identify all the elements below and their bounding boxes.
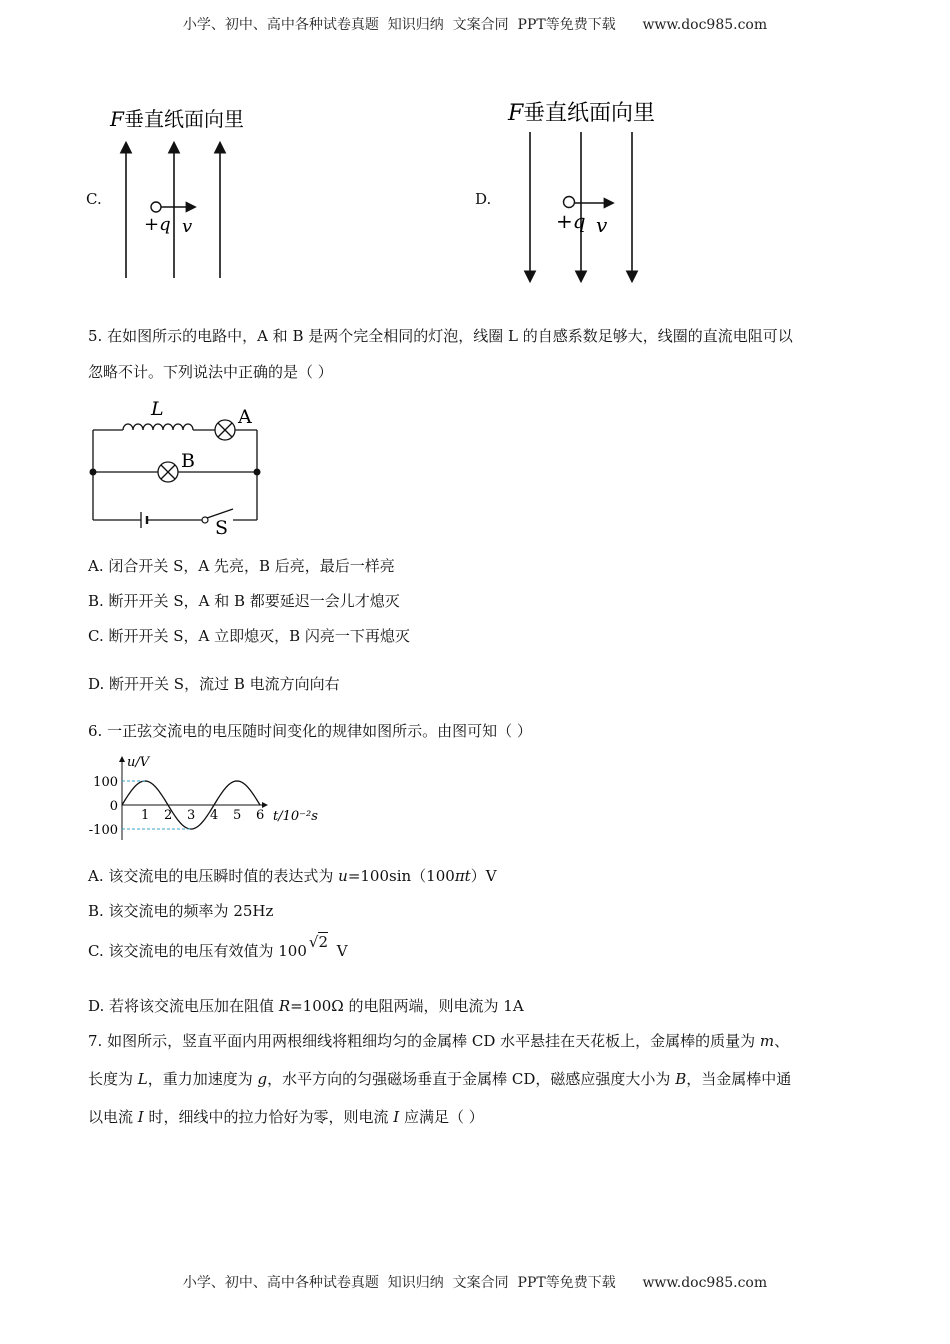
q7-length-var: L xyxy=(137,1070,148,1088)
y-tick-label: 0 xyxy=(109,799,118,814)
q5-option-a: A. 闭合开关 S，A 先亮，B 后亮，最后一样亮 xyxy=(88,557,395,575)
figd-velocity-label: v xyxy=(596,213,608,237)
figd-charge-label: +q xyxy=(556,209,586,233)
q7-current-var: I xyxy=(137,1108,144,1126)
page-footer xyxy=(0,1272,950,1292)
q6-a-mid: =100sin（100 xyxy=(347,867,455,885)
q6-option-d xyxy=(88,995,524,1016)
q6-option-a xyxy=(88,865,497,886)
q7-stem-line2 xyxy=(88,1068,791,1089)
q7-l2d: ，当金属棒中通 xyxy=(686,1070,792,1088)
header-url: www.doc985.com xyxy=(642,17,768,33)
y-axis-label: u/V xyxy=(127,755,150,770)
figc-force-symbol: F xyxy=(110,107,124,131)
q7-l2b: ，重力加速度为 xyxy=(147,1070,258,1088)
q7-l1b: 、 xyxy=(774,1032,790,1050)
y-tick-label: 100 xyxy=(93,775,118,790)
q7-l3c: 应满足（ ） xyxy=(399,1108,484,1126)
q7-l3a: 以电流 xyxy=(88,1108,138,1126)
q6-option-c xyxy=(88,933,348,961)
q5-option-d: D. 断开开关 S，流过 B 电流方向向右 xyxy=(88,675,340,693)
q7-stem-line3 xyxy=(88,1106,484,1127)
q6-a-prefix: A. 该交流电的电压瞬时值的表达式为 xyxy=(88,867,339,885)
footer-text: 小学、初中、高中各种试卷真题 知识归纳 文案合同 PPT等免费下载 xyxy=(182,1275,616,1291)
q6-d-prefix: D. 若将该交流电压加在阻值 xyxy=(88,997,279,1015)
q7-l2c: ，水平方向的匀强磁场垂直于金属棒 CD，磁感应强度大小为 xyxy=(267,1070,676,1088)
charge-circle xyxy=(564,197,575,208)
sqrt-symbol: √2 xyxy=(308,933,328,951)
inductor-coil xyxy=(123,424,193,430)
q6-c-prefix: C. 该交流电的电压有效值为 100 xyxy=(88,942,307,960)
lamp-b-label: B xyxy=(181,450,195,472)
figc-velocity-label: v xyxy=(182,216,193,237)
x-tick-label: 3 xyxy=(187,808,196,823)
q6-a-var: u xyxy=(338,867,348,885)
option-c-label: C. xyxy=(86,190,102,208)
q7-mass-var: m xyxy=(759,1032,775,1050)
x-tick-label: 5 xyxy=(233,808,242,823)
figc-force-text: 垂直纸面向里 xyxy=(124,107,244,131)
figd-force-symbol: F xyxy=(508,101,524,126)
coil-label: L xyxy=(151,398,164,420)
footer-url: www.doc985.com xyxy=(642,1275,768,1291)
sqrt-radicand: 2 xyxy=(318,933,328,951)
lamp-a-label: A xyxy=(238,406,252,428)
q5-stem-line1: 5. 在如图所示的电路中，A 和 B 是两个完全相同的灯泡，线圈 L 的自感系数足够大，线圈的直流电阻可以 xyxy=(88,327,793,345)
q7-l1a: 7. 如图所示，竖直平面内用两根细线将粗细均匀的金属棒 CD 水平悬挂在天花板上，金属棒的质量为 xyxy=(88,1032,760,1050)
q6-d-var: R xyxy=(278,997,291,1015)
q6-c-unit: V xyxy=(336,942,348,960)
x-tick-label: 6 xyxy=(256,808,265,823)
q6-a-pi: πt xyxy=(454,867,471,885)
x-tick-label: 4 xyxy=(210,808,219,823)
figure-c xyxy=(100,100,300,285)
q5-stem-line2: 忽略不计。下列说法中正确的是（ ） xyxy=(88,363,333,381)
q7-stem-line1 xyxy=(88,1030,789,1051)
q5-option-b: B. 断开开关 S，A 和 B 都要延迟一会儿才熄灭 xyxy=(88,592,400,610)
q6-d-suffix: =100Ω 的电阻两端，则电流为 1A xyxy=(290,997,524,1015)
option-d-label: D. xyxy=(475,190,492,208)
figd-force-text: 垂直纸面向里 xyxy=(523,101,656,126)
q6-stem: 6. 一正弦交流电的电压随时间变化的规律如图所示。由图可知（ ） xyxy=(88,722,532,740)
q6-option-b: B. 该交流电的频率为 25Hz xyxy=(88,902,274,920)
q7-l2a: 长度为 xyxy=(88,1070,138,1088)
figure-d xyxy=(500,92,680,292)
x-tick-label: 2 xyxy=(164,808,173,823)
figc-charge-label: +q xyxy=(144,214,171,235)
q7-field-var: B xyxy=(675,1070,687,1088)
switch-label: S xyxy=(215,517,229,535)
q5-option-c: C. 断开开关 S，A 立即熄灭，B 闪亮一下再熄灭 xyxy=(88,627,410,645)
y-tick-label: -100 xyxy=(88,823,118,838)
q7-current-var-2: I xyxy=(393,1108,400,1126)
q5-circuit-diagram xyxy=(85,395,270,535)
page-header xyxy=(0,14,950,34)
x-tick-label: 1 xyxy=(141,808,150,823)
q6-a-suffix: ）V xyxy=(470,867,497,885)
charge-circle xyxy=(151,202,161,212)
q7-gravity-var: g xyxy=(257,1070,268,1088)
x-axis-label: t/10⁻²s xyxy=(273,809,318,824)
q7-l3b: 时，细线中的拉力恰好为零，则电流 xyxy=(143,1108,394,1126)
header-text: 小学、初中、高中各种试卷真题 知识归纳 文案合同 PPT等免费下载 xyxy=(182,17,616,33)
q6-voltage-chart xyxy=(85,752,325,842)
